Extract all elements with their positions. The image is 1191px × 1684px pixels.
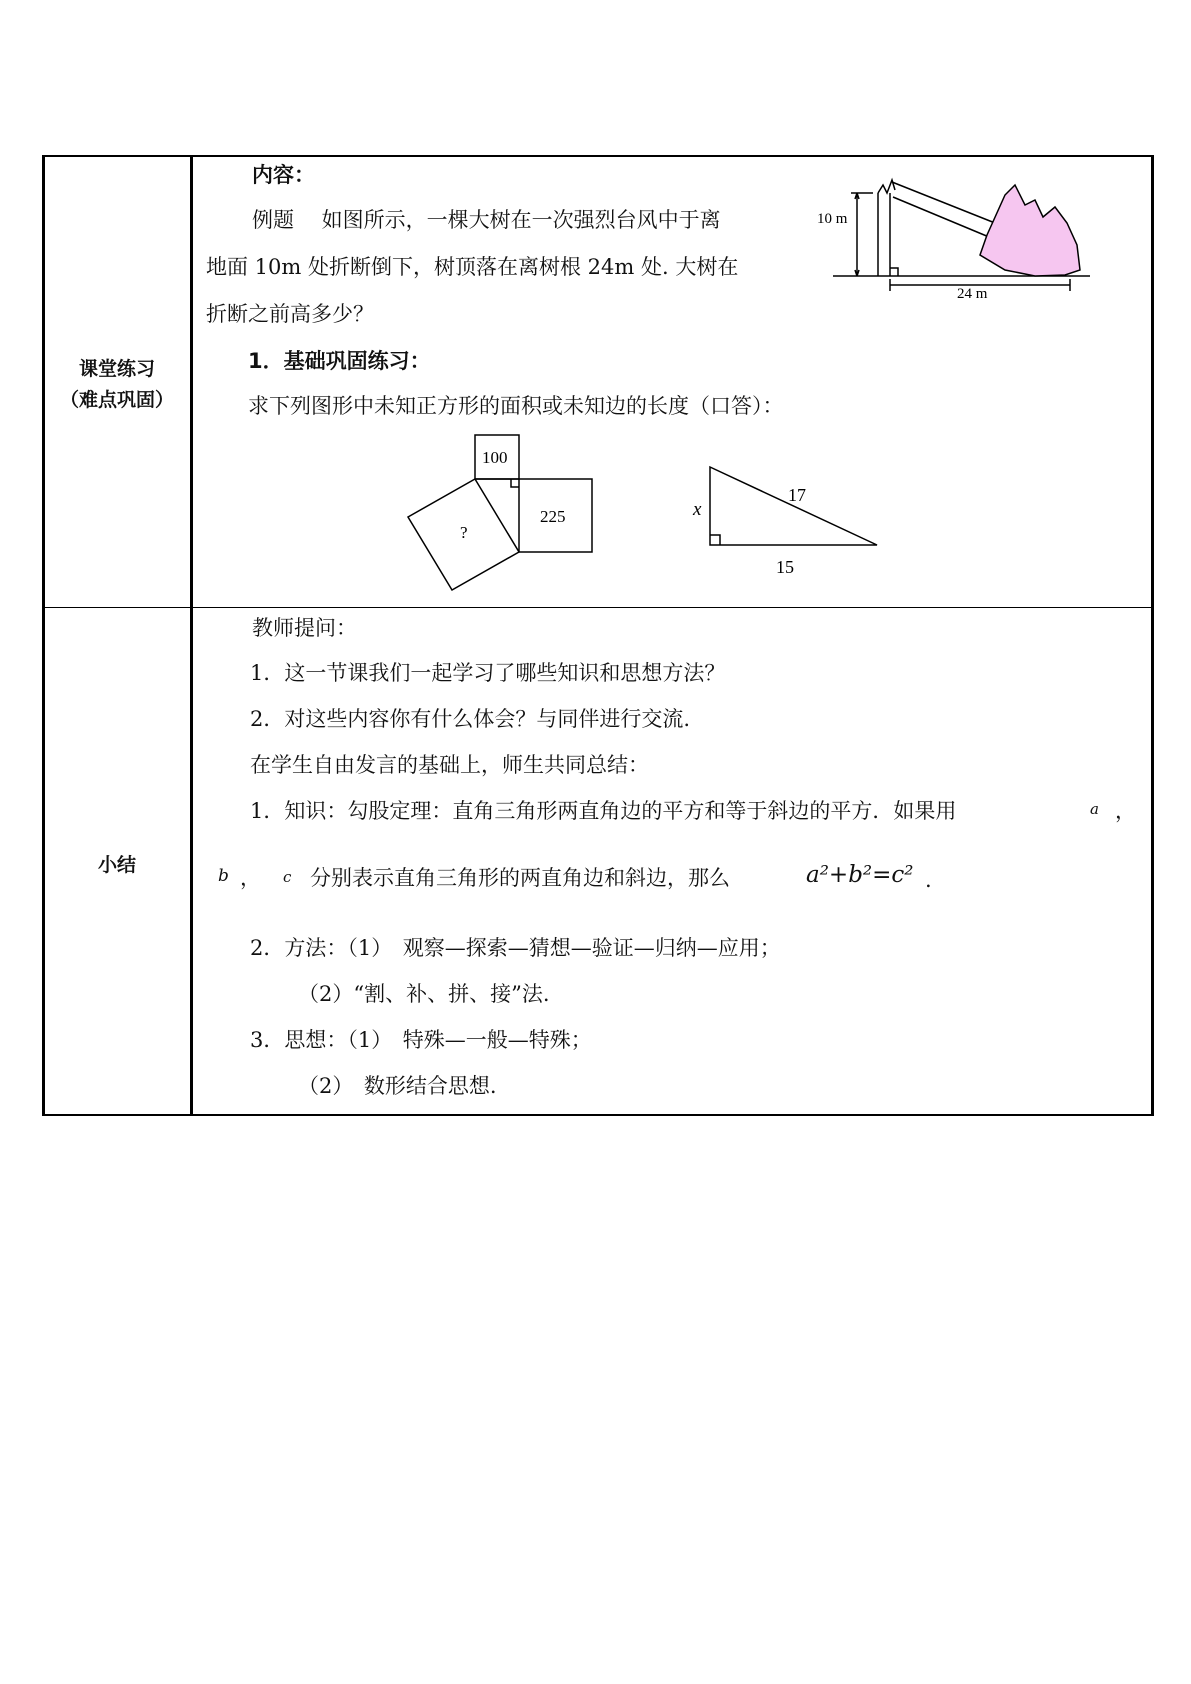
summary-line3: 2．对这些内容你有什么体会？与同伴进行交流. (250, 707, 691, 731)
top-square-value: 100 (482, 448, 508, 467)
comma-after-b: ， (240, 866, 261, 890)
table-bottom-border (42, 1114, 1154, 1116)
comma-after-a: ， (1115, 799, 1136, 823)
table-right-border (1151, 155, 1154, 1116)
summary-line10: （2） 数形结合思想. (298, 1074, 497, 1098)
tree-height-label: 10 m (817, 211, 848, 227)
row1-label-line1: 课堂练习 (78, 358, 155, 380)
variable-a: a (1090, 800, 1099, 818)
triangle-hypotenuse: 17 (788, 485, 806, 505)
column-divider (190, 155, 193, 1116)
variable-c: c (283, 868, 292, 886)
summary-line8: （2）“割、补、拼、接”法. (298, 982, 550, 1006)
example-line3: 折断之前高多少？ (206, 302, 374, 326)
summary-line6: 分别表示直角三角形的两直角边和斜边，那么 (310, 866, 730, 890)
summary-line7: 2．方法：（1） 观察—探索—猜想—验证—归纳—应用； (250, 936, 781, 960)
practice-prompt: 求下列图形中未知正方形的面积或未知边的长度（口答）： (248, 394, 784, 418)
summary-line9: 3．思想：（1） 特殊—一般—特殊； (250, 1028, 592, 1052)
row2-label: 小结 (97, 854, 136, 876)
table-top-border (42, 155, 1154, 157)
content-heading: 内容： (252, 163, 315, 187)
example-line1: 例题 如图所示，一棵大树在一次强烈台风中于离 (252, 208, 721, 232)
practice-heading: 1．基础巩固练习： (248, 349, 431, 373)
unknown-square-value: ? (460, 523, 468, 542)
triangle-side-x: x (693, 499, 702, 520)
row-divider (42, 607, 1154, 608)
tree-figure (815, 175, 1105, 305)
summary-line4: 在学生自由发言的基础上，师生共同总结： (250, 753, 649, 777)
summary-line5: 1．知识：勾股定理：直角三角形两直角边的平方和等于斜边的平方．如果用 (250, 799, 957, 823)
right-square-value: 225 (540, 507, 566, 526)
pythagorean-formula: a²+b²=c² (806, 862, 914, 888)
row1-label-line2: （难点巩固） (59, 389, 174, 411)
summary-line1: 教师提问： (252, 616, 357, 640)
table-left-border (42, 155, 45, 1116)
squares-figure (405, 432, 605, 607)
summary-line2: 1．这一节课我们一起学习了哪些知识和思想方法？ (250, 661, 726, 685)
row1-label (42, 354, 192, 416)
tree-distance-label: 24 m (957, 286, 988, 302)
variable-b: b (218, 866, 229, 886)
triangle-base: 15 (776, 557, 794, 577)
example-line2: 地面 10m 处折断倒下，树顶落在离树根 24m 处. 大树在 (206, 255, 739, 279)
formula-period: . (925, 868, 932, 892)
tree-crown-shape (980, 185, 1080, 276)
triangle-figure (680, 455, 890, 595)
